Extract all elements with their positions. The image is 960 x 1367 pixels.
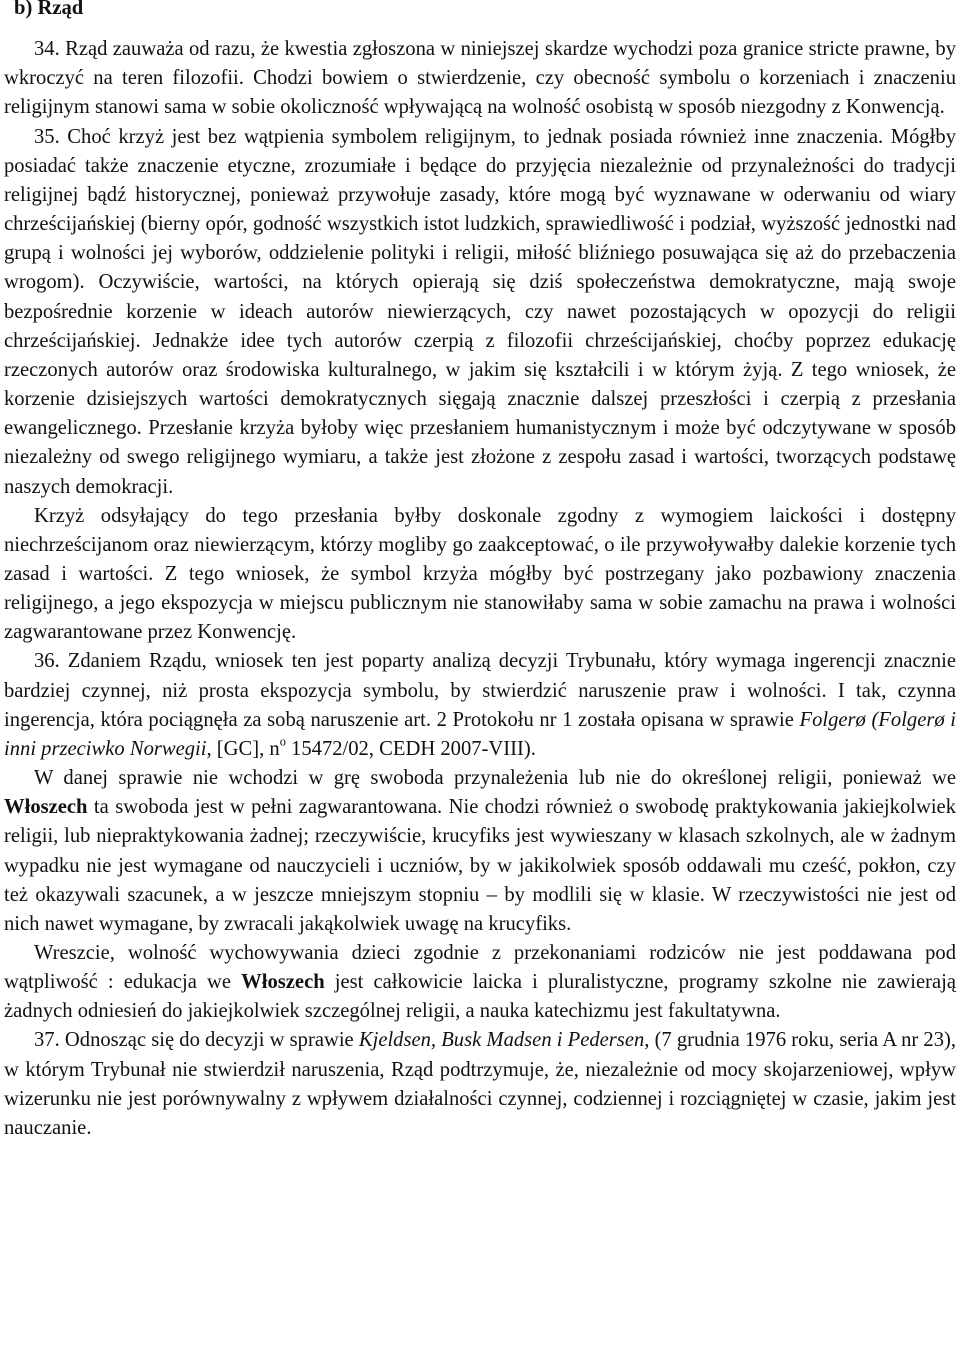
case-reference: , [GC], n (206, 737, 280, 760)
country-emphasis: Włoszech (241, 971, 325, 994)
number-sign-superscript: o (279, 734, 286, 749)
paragraph-text: ta swoboda jest w pełni zagwarantowana. Nie chodzi również o swobodę praktykowania jakiejkolwiek religii, lub niepraktykowania żadnej; rzeczywiście, krucyfiks jest wywieszany w klasach szkolnych, ale w żadnym wypadku nie jest wymagane od nauczycieli i uczniów, by w jakikolwiek sposób oddawali mu cześć, pokłon, czy też okazywali szacunek, a w jeszcze mniejszym stopniu – by modlili się w klasie. W rzeczywistości nie jest od nich nawet wymagane, by zwracali jakąkolwiek uwagę na krucyfiks. (4, 796, 956, 935)
case-number: 15472/02, CEDH 2007-VIII). (285, 737, 536, 760)
paragraph-36-part-3 (4, 939, 956, 1026)
paragraph-34: 34. Rząd zauważa od razu, że kwestia zgłoszona w niniejszej skardze wychodzi poza granice stricte prawne, by wkroczyć na teren filozofii. Chodzi bowiem o stwierdzenie, czy obecność symbolu o korzeniach i znaczeniu religijnym stanowi sama w sobie okoliczność wpływającą na wolność osobistą w sposób niezgodny z Konwencją. (4, 38, 956, 119)
paragraph-text: 37. Odnosząc się do decyzji w sprawie (34, 1029, 359, 1052)
paragraph-text: Wreszcie, wolność wychowywania dzieci zgodnie z przekonaniami rodziców nie jest poddawana pod wątpliwość : edukacja we (4, 942, 956, 994)
paragraph-35-part-2: Krzyż odsyłający do tego przesłania byłby doskonale zgodny z wymogiem laickości i dostępny niechrześcijanom oraz niewierzącym, którzy mogliby go zaakceptować, o ile przywoływałby dalekie korzenie tych zasad i wartości. Z tego wniosek, że symbol krzyża mógłby być postrzegany jako pozbawiony znaczenia religijnego, a jego ekspozycja w miejscu publicznym nie stanowiłaby sama w sobie zamachu na prawa i wolności zagwarantowane przez Konwencję. (4, 504, 956, 644)
paragraph-36-part-2 (4, 764, 956, 939)
paragraph-36-text: 36. Zdaniem Rządu, wniosek ten jest poparty analizą decyzji Trybunału, który wymaga ingerencji znacznie bardziej czynnej, niż prosta ekspozycja symbolu, by stwierdzić naruszenie praw i wolności. I tak, czynna ingerencja, która pociągnęła za sobą naruszenie art. 2 Protokołu nr 1 została opisana w sprawie (4, 650, 956, 731)
paragraph-35-part-1: 35. Choć krzyż jest bez wątpienia symbolem religijnym, to jednak posiada również inne znaczenia. Mógłby posiadać także znaczenie etyczne, zrozumiałe i będące do przyjęcia niezależnie od przynależności do tradycji religijnej bądź historycznej, ponieważ przywołuje zasady, które mogą być wyznawane w oderwaniu od wiary chrześcijańskiej (bierny opór, godność wszystkich istot ludzkich, sprawiedliwość i podział, wyższość jednostki nad grupą i wolności jej wyborów, oddzielenie polityki i religii, miłość bliźniego posuwająca się aż do przebaczenia wrogom). Oczywiście, wartości, na których opierają się dziś społeczeństwa demokratyczne, mają swoje bezpośrednie korzenie w ideach autorów niewierzących, czy nawet pozostających w opozycji do religii chrześcijańskiej. Jednakże idee tych autorów czerpią z filozofii chrześcijańskiej, choćby poprzez edukację rzeczonych autorów oraz środowiska kulturalnego, w jakim się kształcili i w którym żyją. Z tego wniosek, że korzenie dzisiejszych wartości demokratycznych sięgają znacznie dalszej przeszłości i czerpią z przesłania ewangelicznego. Przesłanie krzyża byłoby więc przesłaniem humanistycznym i może być odczytywane w sposób niezależny od swego religijnego wymiaru, a także jest złożone z zespołu zasad i wartości, tworzących podstawę naszych demokracji. (4, 125, 956, 498)
paragraph-text: W danej sprawie nie wchodzi w grę swoboda przynależenia lub nie do określonej religii, ponieważ we (34, 767, 956, 790)
paragraph-37 (4, 1026, 956, 1143)
case-name-folgero: Folgerø (Folgerø i inni przeciwko Norwegii (4, 708, 956, 760)
document-page (4, 0, 956, 1143)
paragraph-36-part-1 (4, 647, 956, 764)
country-emphasis: Włoszech (4, 796, 88, 819)
paragraph-text: jest całkowicie laicka i pluralistyczne, programy szkolne nie zawierają żadnych odniesień do jakiejkolwiek szczególnej religii, a nauka katechizmu jest fakultatywna. (4, 971, 956, 1023)
section-heading: b) Rząd (14, 0, 84, 19)
case-name-kjeldsen: Kjeldsen, Busk Madsen i Pedersen (358, 1029, 645, 1052)
paragraph-text: , (7 grudnia 1976 roku, seria A nr 23), w którym Trybunał nie stwierdził naruszenia, Rząd podtrzymuje, że, niezależnie od mocy skojarzeniowej, wpływ wizerunku nie jest porównywalny z wpływem działalności czynnej, codziennej i rozciągniętej w czasie, jakim jest nauczanie. (4, 1029, 957, 1139)
